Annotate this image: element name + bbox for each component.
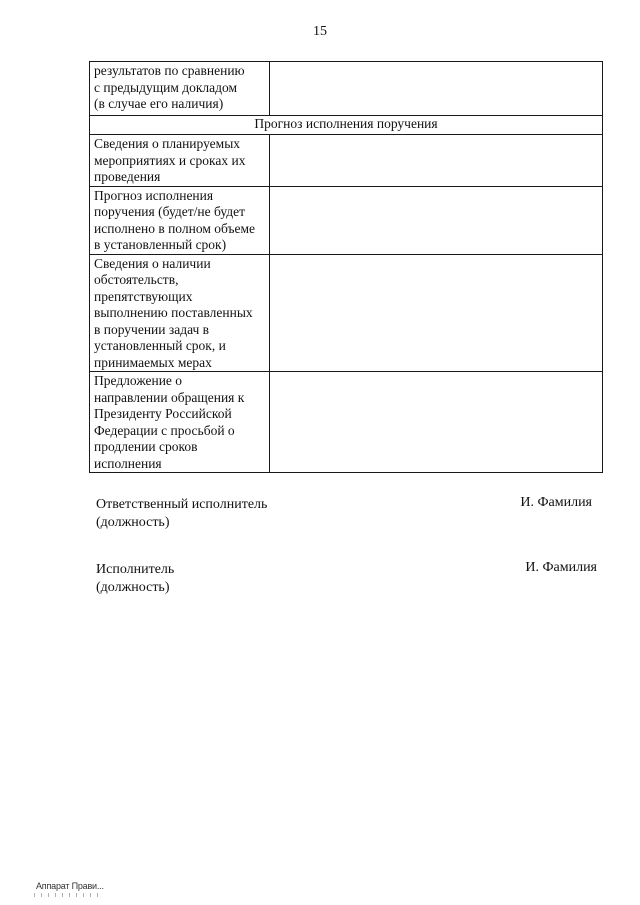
- row-label-execution-forecast: Прогноз исполнения поручения (будет/не будет исполнено в полном объеме в установленный срок): [90, 186, 270, 254]
- table-row: [90, 135, 603, 187]
- responsible-executor-name: И. Фамилия: [520, 495, 592, 510]
- table-row: [90, 372, 603, 473]
- table-section-header: [90, 116, 603, 135]
- row-label-extension-proposal: Предложение о направлении обращения к Президенту Российской Федерации с просьбой о продлении сроков исполнения: [90, 372, 270, 473]
- section-header-forecast: Прогноз исполнения поручения: [90, 116, 603, 135]
- footer-stamp-noise: [34, 893, 104, 897]
- footer-stamp: Аппарат Прави...: [36, 881, 104, 891]
- report-table: [89, 61, 603, 473]
- executor-name: И. Фамилия: [525, 560, 597, 575]
- executor-label: Исполнитель (должность): [96, 562, 175, 595]
- row-value-comparison: [270, 62, 603, 116]
- table-row: [90, 62, 603, 116]
- page-number: 15: [313, 24, 327, 39]
- row-value-planned-measures: [270, 135, 603, 187]
- row-label-comparison: результатов по сравнению с предыдущим докладом (в случае его наличия): [90, 62, 270, 116]
- row-value-obstacles: [270, 254, 603, 372]
- row-label-planned-measures: Сведения о планируемых мероприятиях и сроках их проведения: [90, 135, 270, 187]
- row-value-extension-proposal: [270, 372, 603, 473]
- row-value-execution-forecast: [270, 186, 603, 254]
- responsible-executor-label: Ответственный исполнитель (должность): [96, 497, 268, 530]
- row-label-obstacles: Сведения о наличии обстоятельств, препятствующих выполнению поставленных в поручении задач в установленный срок, и принимаемых мерах: [90, 254, 270, 372]
- table-row: [90, 186, 603, 254]
- table-row: [90, 254, 603, 372]
